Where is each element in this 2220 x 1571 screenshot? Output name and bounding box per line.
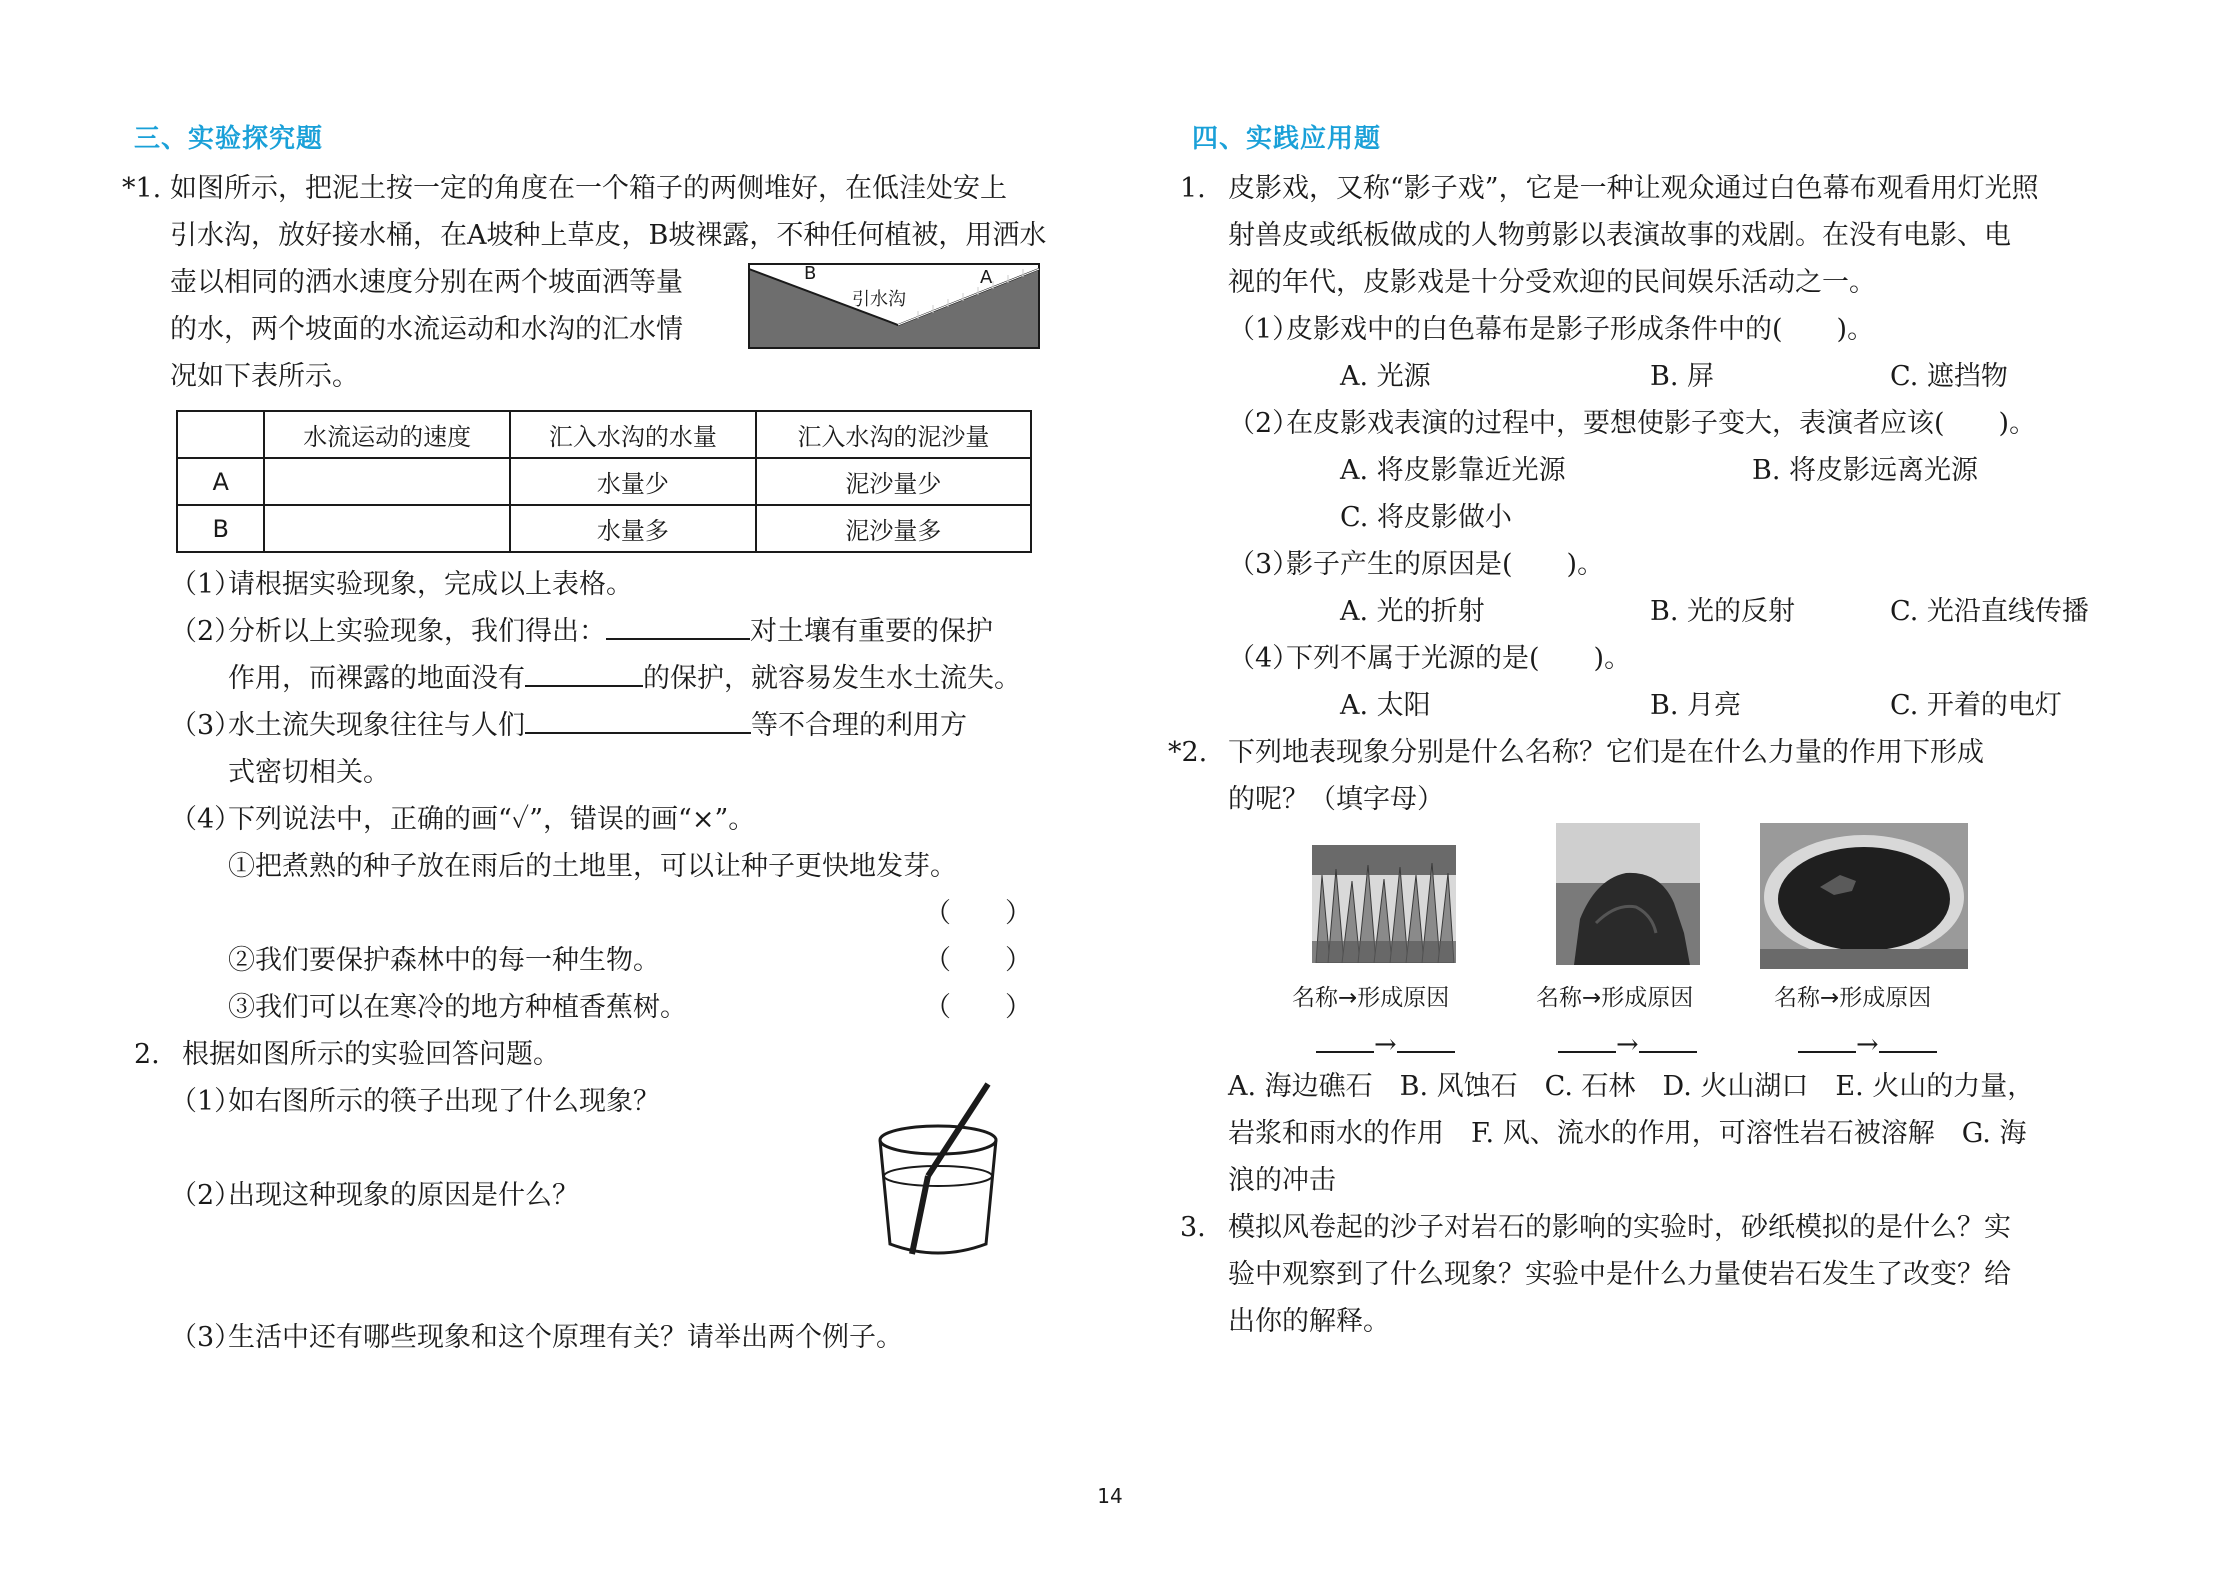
table-header-cell: 汇入水沟的泥沙量: [756, 411, 1031, 458]
sub-question-text: 式密切相关。: [228, 757, 390, 788]
ditch-label: 引水沟: [852, 289, 906, 310]
sea-rock-photo: [1556, 823, 1700, 965]
sub-question-number: （4）: [1228, 643, 1300, 674]
table-header-row: [177, 411, 1031, 458]
slope-diagram: [748, 263, 1040, 349]
question-text-line: 出你的解释。: [1228, 1306, 1390, 1337]
page-number: 14: [1097, 1484, 1123, 1508]
table-header-cell: 汇入水沟的水量: [510, 411, 756, 458]
landform-option-list: [1180, 1063, 2090, 1204]
left-column: [122, 118, 1047, 1361]
question-text: 根据如图所示的实验回答问题。: [182, 1039, 560, 1070]
sub-question-3-cont: [122, 749, 1032, 796]
caption-photo-3: 名称→形成原因: [1774, 985, 1932, 1011]
option-row: [1180, 447, 2090, 494]
table-cell: A: [177, 458, 264, 505]
question-number: 1.: [1180, 173, 1206, 204]
question-text-line: 况如下表所示。: [170, 361, 359, 392]
option-row: [1180, 588, 2090, 635]
sub-question-number: （3）: [1228, 549, 1300, 580]
table-cell: 水量少: [510, 458, 756, 505]
judgement-text: ③我们可以在寒冷的地方种植香蕉树。: [228, 992, 687, 1023]
table-cell: 泥沙量多: [756, 505, 1031, 552]
answer-blank-cause[interactable]: [1397, 1023, 1455, 1053]
option-a[interactable]: A. 太阳: [1340, 690, 1431, 721]
sub-question-number: （3）: [170, 1322, 242, 1353]
answer-blank-name[interactable]: [1558, 1023, 1616, 1053]
sub-question-number: （3）: [170, 710, 242, 741]
question-3-sandpaper: [1180, 1204, 2090, 1345]
question-text-line: 壶以相同的洒水速度分别在两个坡面洒等量: [170, 267, 683, 298]
sub-question-2: [1180, 400, 2090, 447]
option-a[interactable]: A. 光的折射: [1340, 596, 1485, 627]
answer-blank[interactable]: [525, 704, 751, 734]
sub-question-text: 影子产生的原因是( )。: [1286, 549, 1605, 580]
sub-question-text: 分析以上实验现象，我们得出：: [228, 616, 606, 647]
sub-question-number: （2）: [170, 616, 242, 647]
right-column: [1168, 118, 2090, 1345]
sub-question-number: （2）: [170, 1180, 242, 1211]
option-b[interactable]: B. 屏: [1650, 361, 1715, 392]
option-c[interactable]: C. 光沿直线传播: [1890, 596, 2089, 627]
caption-photo-2: 名称→形成原因: [1536, 985, 1694, 1011]
question-text-line: 如图所示，把泥土按一定的角度在一个箱子的两侧堆好，在低洼处安上: [170, 173, 1007, 204]
stone-forest-photo: [1312, 845, 1456, 963]
judgement-text: ②我们要保护森林中的每一种生物。: [228, 945, 660, 976]
question-text-line: 的呢？（填字母）: [1228, 784, 1444, 815]
arrow-glyph: →: [1616, 1029, 1639, 1060]
sub-question-text: 皮影戏中的白色幕布是影子形成条件中的( )。: [1286, 314, 1875, 345]
sub-question-text: 下列不属于光源的是( )。: [1286, 643, 1632, 674]
arrow-glyph: →: [1856, 1029, 1879, 1060]
judgement-item-1-paren: [122, 890, 1032, 937]
option-b[interactable]: B. 光的反射: [1650, 596, 1796, 627]
question-number: 2.: [134, 1039, 160, 1070]
sub-question-number: （1）: [170, 1086, 242, 1117]
question-text-line: 下列地表现象分别是什么名称？它们是在什么力量的作用下形成: [1228, 737, 1984, 768]
answer-blank[interactable]: [606, 610, 750, 640]
caption-photo-1: 名称→形成原因: [1292, 985, 1450, 1011]
crater-lake-photo: [1760, 823, 1968, 969]
sub-question-text: 的保护，就容易发生水土流失。: [643, 663, 1021, 694]
option-row: [1180, 353, 2090, 400]
answer-blank[interactable]: [525, 657, 643, 687]
answer-blank-cause[interactable]: [1879, 1023, 1937, 1053]
sub-question-1: [122, 561, 1032, 608]
question-number: *1.: [122, 173, 162, 204]
answer-parentheses[interactable]: （ ）: [924, 992, 1032, 1023]
sub-question-text: 出现这种现象的原因是什么？: [228, 1180, 579, 1211]
results-table: [176, 410, 1032, 553]
question-text-line: 射兽皮或纸板做成的人物剪影以表演故事的戏剧。在没有电影、电: [1228, 220, 2011, 251]
sub-question-number: （1）: [170, 569, 242, 600]
table-row: [177, 505, 1031, 552]
sub-question-3: [122, 1314, 1032, 1361]
table-cell-blank[interactable]: [264, 505, 510, 552]
slope-a-label: A: [980, 267, 993, 288]
glass-with-chopstick-figure: [868, 1078, 1008, 1264]
answer-blank-name[interactable]: [1316, 1023, 1374, 1053]
sub-question-text: 下列说法中，正确的画“✓”，错误的画“×”。: [228, 804, 756, 835]
answer-blank-name[interactable]: [1798, 1023, 1856, 1053]
option-b[interactable]: B. 将皮影远离光源: [1752, 455, 1979, 486]
option-a[interactable]: A. 将皮影靠近光源: [1340, 455, 1566, 486]
sub-question-text: 请根据实验现象，完成以上表格。: [228, 569, 633, 600]
sub-question-4: [1180, 635, 2090, 682]
question-number: *2.: [1168, 737, 1208, 768]
option-c[interactable]: C. 开着的电灯: [1890, 690, 2062, 721]
question-number: 3.: [1180, 1212, 1206, 1243]
option-c[interactable]: C. 遮挡物: [1890, 361, 2008, 392]
question-2-refraction: [134, 1031, 1032, 1078]
question-text-line: 引水沟，放好接水桶，在A坡种上草皮，B坡裸露，不种任何植被，用洒水: [170, 220, 1047, 251]
sub-question-number: （4）: [170, 804, 242, 835]
slope-b-label: B: [804, 263, 817, 284]
answer-parentheses[interactable]: （ ）: [924, 945, 1032, 976]
table-header-cell: [177, 411, 264, 458]
option-row: [1180, 682, 2090, 729]
question-text-line: 的水，两个坡面的水流运动和水沟的汇水情: [170, 314, 683, 345]
judgement-text: ①把煮熟的种子放在雨后的土地里，可以让种子更快地发芽。: [228, 851, 957, 882]
question-text-line: 皮影戏，又称“影子戏”，它是一种让观众通过白色幕布观看用灯光照: [1228, 173, 2039, 204]
option-row: [1180, 494, 2090, 541]
option-list-line: 浪的冲击: [1228, 1165, 1336, 1196]
sub-question-text: 如右图所示的筷子出现了什么现象？: [228, 1086, 660, 1117]
option-b[interactable]: B. 月亮: [1650, 690, 1742, 721]
question-1-shadow-play: [1180, 165, 2090, 306]
arrow-glyph: →: [1374, 1029, 1397, 1060]
table-cell: B: [177, 505, 264, 552]
sub-question-text: 生活中还有哪些现象和这个原理有关？请举出两个例子。: [228, 1322, 903, 1353]
answer-slots-photo-1: [1316, 1023, 1455, 1060]
answer-slots-photo-3: [1798, 1023, 1937, 1060]
option-list-line: A. 海边礁石 B. 风蚀石 C. 石林 D. 火山湖口 E. 火山的力量，: [1228, 1071, 2035, 1102]
sub-question-1: [1180, 306, 2090, 353]
sub-question-number: （1）: [1228, 314, 1300, 345]
section-heading-practice: 四、实践应用题: [1192, 124, 1382, 154]
sub-question-text: 作用，而裸露的地面没有: [228, 663, 525, 694]
question-text-line: 验中观察到了什么现象？实验中是什么力量使岩石发生了改变？给: [1228, 1259, 2011, 1290]
sub-question-3: [1180, 541, 2090, 588]
table-cell-blank[interactable]: [264, 458, 510, 505]
answer-parentheses[interactable]: （ ）: [924, 898, 1032, 929]
answer-slots-photo-2: [1558, 1023, 1697, 1060]
sub-question-4: [122, 796, 1032, 843]
sub-question-text: 对土壤有重要的保护: [750, 616, 993, 647]
sub-question-text: 水土流失现象往往与人们: [228, 710, 525, 741]
table-cell: 泥沙量少: [756, 458, 1031, 505]
answer-blank-cause[interactable]: [1639, 1023, 1697, 1053]
question-text-line: 模拟风卷起的沙子对岩石的影响的实验时，砂纸模拟的是什么？实: [1228, 1212, 2011, 1243]
option-a[interactable]: A. 光源: [1340, 361, 1431, 392]
sub-question-text: 等不合理的利用方: [751, 710, 967, 741]
sub-question-number: （2）: [1228, 408, 1300, 439]
option-list-line: 岩浆和雨水的作用 F. 风、流水的作用，可溶性岩石被溶解 G. 海: [1228, 1118, 2027, 1149]
sub-question-3: [122, 702, 1032, 749]
judgement-item-1: [122, 843, 1032, 890]
question-2-landforms: [1168, 729, 2090, 823]
question-1-experiment: [122, 165, 1047, 400]
sub-question-text: 在皮影戏表演的过程中，要想使影子变大，表演者应该( )。: [1286, 408, 2037, 439]
judgement-item-2: [122, 937, 1032, 984]
sub-question-2: [122, 608, 1032, 655]
landform-photos: [1180, 823, 2090, 1063]
judgement-item-3: [122, 984, 1032, 1031]
table-cell: 水量多: [510, 505, 756, 552]
table-header-cell: 水流运动的速度: [264, 411, 510, 458]
sub-question-2-cont: [122, 655, 1032, 702]
option-c[interactable]: C. 将皮影做小: [1340, 502, 1512, 533]
question-text-line: 视的年代，皮影戏是十分受欢迎的民间娱乐活动之一。: [1228, 267, 1876, 298]
section-heading-experiment: 三、实验探究题: [134, 124, 324, 154]
table-row: [177, 458, 1031, 505]
